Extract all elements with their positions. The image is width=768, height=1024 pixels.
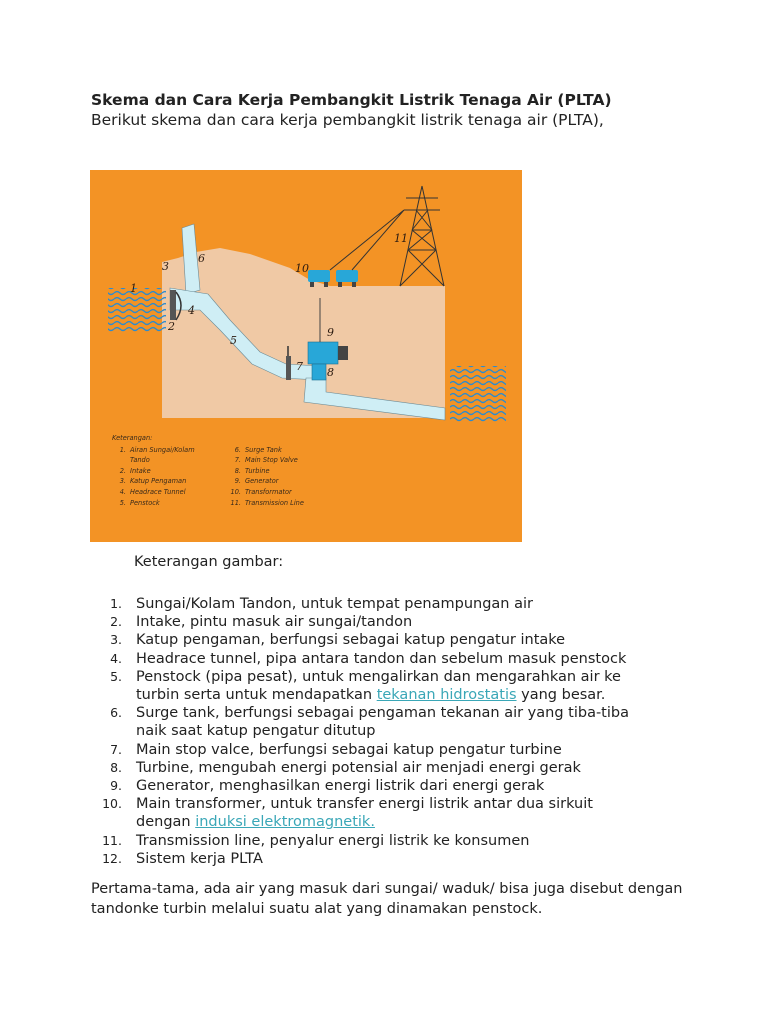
diagram-label-1: 1 [130, 282, 137, 295]
list-item: 5. Penstock (pipa pesat), untuk mengalirkan dan mengarahkan air ke turbin serta untuk mendapatkan tekanan hidrostatis yang besar. [110, 668, 621, 704]
diagram-label-5: 5 [230, 334, 237, 347]
legend-item: 8. Turbine [234, 466, 270, 475]
river-water [108, 288, 166, 332]
page-title: Skema dan Cara Kerja Pembangkit Listrik Tenaga Air (PLTA) [91, 91, 612, 109]
link-tekanan-hidrostatis[interactable]: tekanan hidrostatis [376, 687, 517, 704]
diagram-label-4: 4 [188, 304, 195, 317]
legend-heading: Keterangan: [112, 434, 153, 442]
diagram-label-9: 9 [327, 326, 334, 339]
list-item: 10. Main transformer, untuk transfer energi listrik antar dua sirkuit dengan induksi elektromagnetik. [102, 796, 593, 831]
link-induksi-elektromagnetik[interactable]: induksi elektromagnetik. [195, 814, 375, 831]
diagram-label-7: 7 [296, 360, 303, 373]
list-item: 11. Transmission line, penyalur energi listrik ke konsumen [102, 832, 530, 849]
legend-item: 11. Transmission Line [230, 498, 304, 507]
legend-column-left [112, 445, 227, 509]
plta-diagram [90, 170, 522, 542]
outlet-water [450, 366, 506, 422]
legend-item: 1. Airan Sungai/Kolam [119, 445, 195, 454]
list-item: 7. Main stop valce, berfungsi sebagai katup pengatur turbine [110, 741, 562, 758]
diagram-label-2: 2 [168, 320, 175, 333]
diagram-legend [112, 433, 352, 508]
list-item: 12. Sistem kerja PLTA [102, 850, 263, 867]
turbine [312, 364, 326, 380]
legend-item: 5. Penstock [119, 498, 160, 507]
list-item: 4. Headrace tunnel, pipa antara tandon dan sebelum masuk penstock [110, 650, 627, 667]
list-item: 9. Generator, menghasilkan energi listrik dari energi gerak [110, 778, 545, 795]
legend-item: 3. Katup Pengaman [119, 477, 187, 486]
intake-gate [170, 290, 176, 320]
legend-item: 2. Intake [119, 466, 151, 475]
intro-text: Berikut skema dan cara kerja pembangkit listrik tenaga air (PLTA), [91, 111, 604, 129]
list-item: 1. Sungai/Kolam Tandon, untuk tempat penampungan air [110, 596, 533, 612]
generator [308, 342, 338, 364]
diagram-label-8: 8 [327, 366, 334, 379]
legend-item: 7. Main Stop Valve [234, 456, 298, 465]
main-stop-valve [286, 356, 291, 380]
diagram-label-6: 6 [198, 252, 205, 265]
legend-item: Tando [130, 456, 150, 465]
list-item: 6. Surge tank, berfungsi sebagai pengaman tekanan air yang tiba-tiba naik saat katup pengatur ditutup [110, 705, 629, 740]
body-paragraph: Pertama-tama, ada air yang masuk dari sungai/ waduk/ bisa juga disebut dengan tandonke turbin melalui suatu alat yang dinamakan penstock. [91, 881, 683, 917]
list-item: 8. Turbine, mengubah energi potensial air menjadi energi gerak [110, 759, 581, 776]
legend-column-right [227, 445, 347, 509]
list-item: 2. Intake, pintu masuk air sungai/tandon [110, 614, 413, 631]
legend-item: 9. Generator [234, 477, 279, 486]
component-list [102, 595, 696, 868]
diagram-label-10: 10 [295, 262, 309, 275]
diagram-label-11: 11 [394, 232, 408, 245]
legend-item: 4. Headrace Tunnel [119, 487, 186, 496]
legend-item: 6. Surge Tank [234, 445, 282, 454]
legend-item: 10. Transformator [230, 487, 292, 496]
diagram-label-3: 3 [162, 260, 169, 273]
list-item: 3. Katup pengaman, berfungsi sebagai katup pengatur intake [110, 632, 566, 649]
figure-caption: Keterangan gambar: [134, 554, 284, 570]
